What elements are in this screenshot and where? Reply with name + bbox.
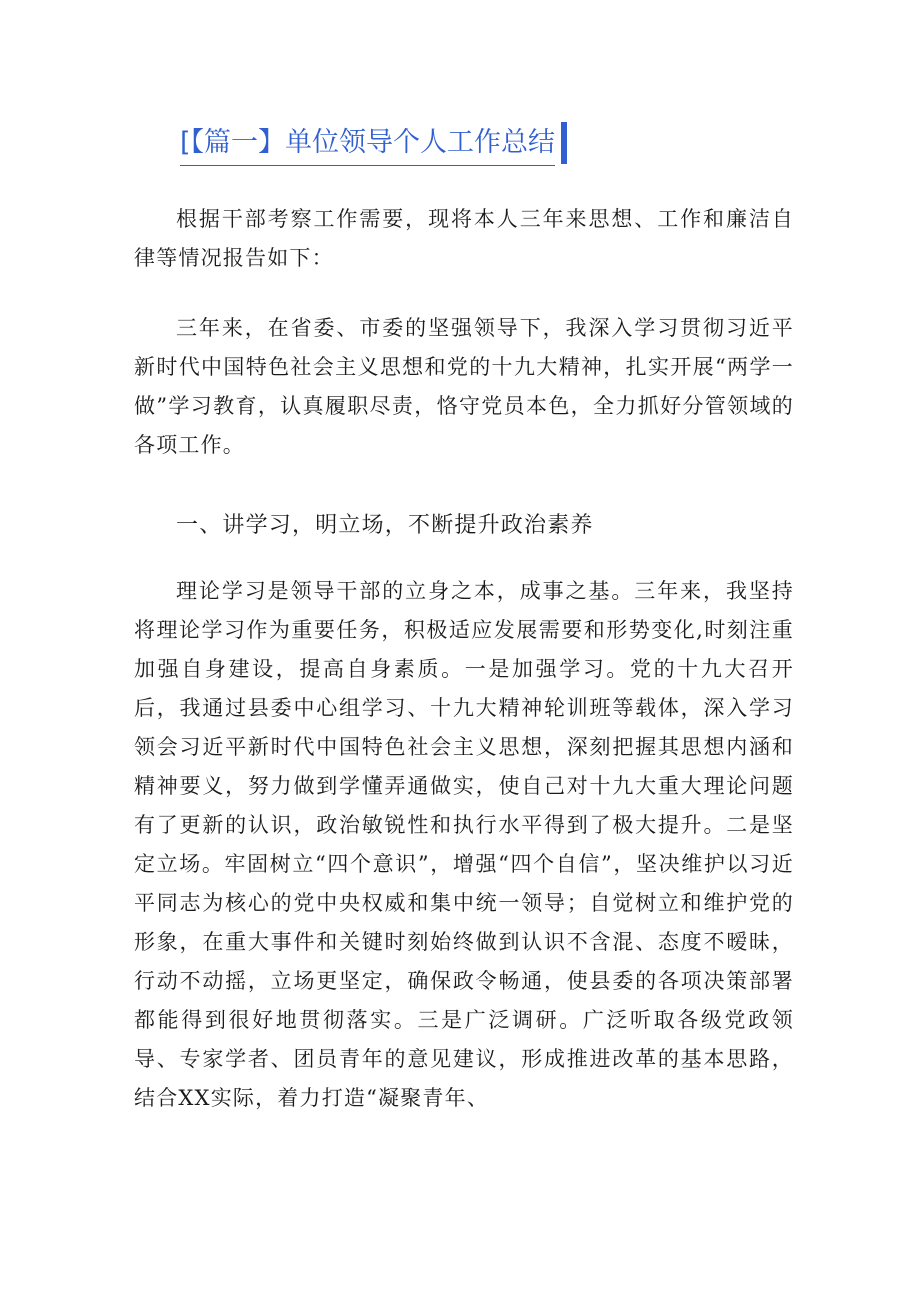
paragraph-study: 理论学习是领导干部的立身之本，成事之基。三年来，我坚持将理论学习作为重要任务，积极适应发展需要和形势变化,时刻注重加强自身建设，提高自身素质。一是加强学习。党的十九大召开后，我通过县委中心组学习、十九大精神轮训班等载体，深入学习领会习近平新时代中国特色社会主义思想，深刻把握其思想内涵和精神要义，努力做到学懂弄通做实，使自己对十九大重大理论问题有了更新的认识，政治敏锐性和执行水平得到了极大提升。二是坚定立场。牢固树立“四个意识”，增强“四个自信”，坚决维护以习近平同志为核心的党中央权威和集中统一领导；自觉树立和维护党的形象，在重大事件和关键时刻始终做到认识不含混、态度不暧昧，行动不动摇，立场更坚定，确保政令畅通，使县委的各项决策部署都能得到很好地贯彻落实。三是广泛调研。广泛听取各级党政领导、专家学者、团员青年的意见建议，形成推进改革的基本思路，结合XX实际，着力打造“凝聚青年、 <box>134 579 794 1110</box>
title-block <box>180 118 567 166</box>
paragraph-intro: 根据干部考察工作需要，现将本人三年来思想、工作和廉洁自律等情况报告如下： <box>134 207 794 270</box>
section-heading: 一、讲学习，明立场，不断提升政治素养 <box>176 513 594 538</box>
text-cursor-bar <box>561 122 567 164</box>
document-title: [【篇一】单位领导个人工作总结 <box>180 123 555 166</box>
paragraph-overview: 三年来，在省委、市委的坚强领导下，我深入学习贯彻习近平新时代中国特色社会主义思想和党的十九大精神，扎实开展“两学一做”学习教育，认真履职尽责，恪守党员本色，全力抓好分管领域的各项工作。 <box>134 316 794 457</box>
